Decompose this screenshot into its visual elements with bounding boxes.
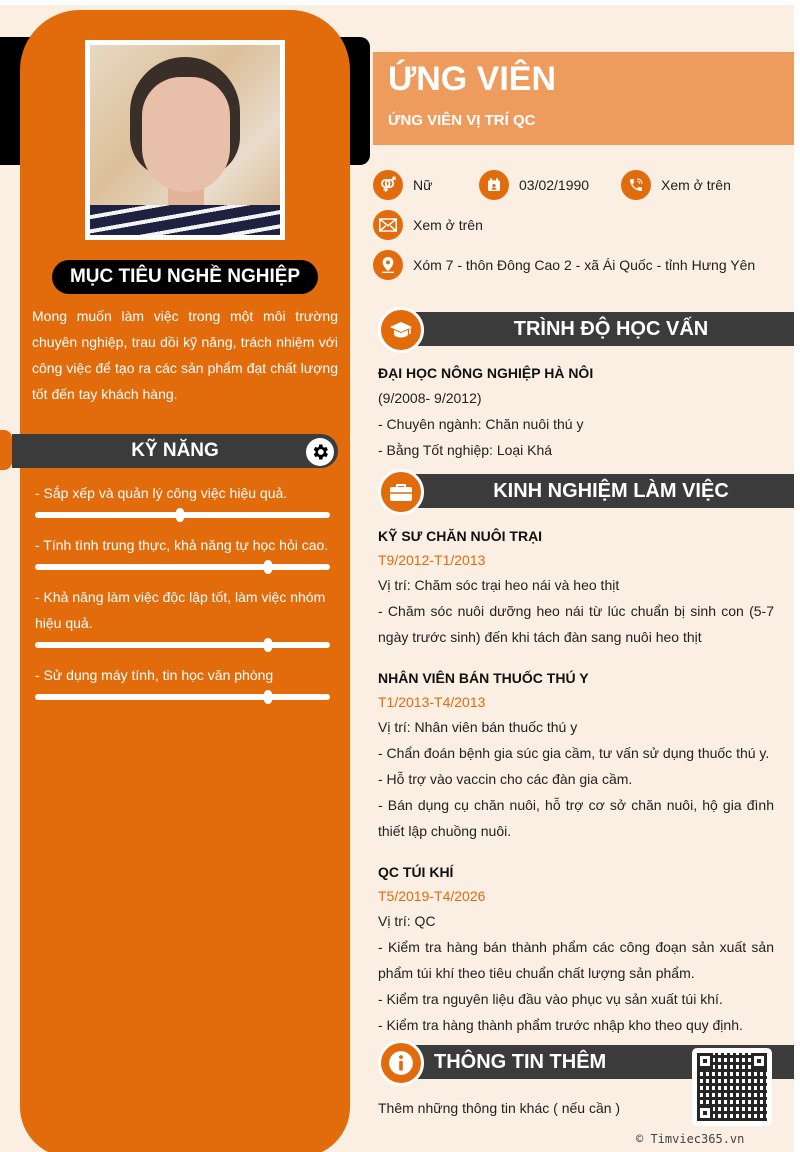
contact-birthday: 03/02/1990 xyxy=(479,170,589,200)
avatar xyxy=(90,45,280,235)
graduation-cap-icon xyxy=(378,307,424,353)
experience-title: KINH NGHIỆM LÀM VIỆC xyxy=(493,480,729,502)
location-pin-icon xyxy=(373,250,403,280)
job-entry: QC TÚI KHÍ T5/2019-T4/2026 Vị trí: QC - Kiểm tra hàng bán thành phẩm các công đoạn sản xuất sản phẩm túi khí theo tiêu chuẩn chất lượng sản phẩm. - Kiểm tra nguyên liệu đầu vào phục vụ sản xuất túi khí. - Kiểm tra hàng thành phẩm trước nhập kho theo quy định. xyxy=(378,864,774,1033)
extra-info-block: Thêm những thông tin khác ( nếu cần ) xyxy=(378,1100,621,1116)
skill-level-slider xyxy=(35,512,330,518)
avatar-frame xyxy=(85,40,285,240)
skill-item: - Sử dụng máy tính, tin học văn phòng xyxy=(35,662,335,700)
skill-level-slider xyxy=(35,564,330,570)
candidate-role: ỨNG VIÊN VỊ TRÍ QC xyxy=(388,112,536,129)
education-block: ĐẠI HỌC NÔNG NGHIỆP HÀ NÔI (9/2008- 9/2012) - Chuyên ngành: Chăn nuôi thú y - Bằng Tốt nghiệp: Loại Khá xyxy=(378,361,774,463)
education-header xyxy=(378,307,794,351)
header-band xyxy=(373,52,794,145)
contact-phone: Xem ở trên xyxy=(621,170,731,200)
skills-title: KỸ NĂNG xyxy=(131,440,219,461)
gender-icon xyxy=(373,170,403,200)
info-icon xyxy=(378,1040,424,1086)
skills-list xyxy=(35,480,335,714)
skills-header xyxy=(0,430,338,468)
contact-email: Xem ở trên xyxy=(373,210,483,240)
skill-item: - Sắp xếp và quản lý công việc hiệu quả. xyxy=(35,480,335,518)
education-title: TRÌNH ĐỘ HỌC VẤN xyxy=(513,318,709,340)
calendar-icon xyxy=(479,170,509,200)
objective-text: Mong muốn làm việc trong một môi trường chuyên nghiệp, trau dồi kỹ năng, trách nhiệm với công việc để tạo ra các sản phẩm đạt chất lượng tốt đến tay khách hàng. xyxy=(32,308,338,402)
copyright-footer: © Timviec365.vn xyxy=(636,1132,745,1146)
experience-header xyxy=(378,469,794,513)
candidate-name: ỨNG VIÊN xyxy=(388,60,557,98)
job-entry: NHÂN VIÊN BÁN THUỐC THÚ Y T1/2013-T4/2013 Vị trí: Nhân viên bán thuốc thú y - Chẩn đoán bệnh gia súc gia cầm, tư vấn sử dụng thuốc thú y. - Hỗ trợ vào vaccin cho các đàn gia cầm. - Bán dụng cụ chăn nuôi, hỗ trợ cơ sở chăn nuôi, hộ gia đình thiết lập chuồng nuôi. xyxy=(378,670,774,839)
education-period: (9/2008- 9/2012) xyxy=(378,390,482,406)
skill-item: - Tính tình trung thực, khả năng tự học hỏi cao. xyxy=(35,532,335,570)
briefcase-icon xyxy=(378,469,424,515)
contact-gender: Nữ xyxy=(373,170,432,200)
cv-page xyxy=(0,5,794,1152)
qr-code xyxy=(692,1048,772,1126)
skill-item: - Khả năng làm việc độc lập tốt, làm việc nhóm hiệu quả. xyxy=(35,584,335,648)
extra-info-title: THÔNG TIN THÊM xyxy=(434,1051,607,1073)
phone-icon xyxy=(621,170,651,200)
skill-level-slider xyxy=(35,694,330,700)
gear-icon xyxy=(306,438,334,466)
contact-address: Xóm 7 - thôn Đông Cao 2 - xã Ái Quốc - tỉnh Hưng Yên xyxy=(373,250,755,280)
school-name: ĐẠI HỌC NÔNG NGHIỆP HÀ NÔI xyxy=(378,365,594,381)
job-entry: KỸ SƯ CHĂN NUÔI TRẠI T9/2012-T1/2013 Vị trí: Chăm sóc trại heo nái và heo thịt - Chăm sóc nuôi dưỡng heo nái từ lúc chuẩn bị sinh con (5-7 ngày trước sinh) đến khi tách đàn sang nuôi heo thịt xyxy=(378,528,774,645)
objective-title: MỤC TIÊU NGHỀ NGHIỆP xyxy=(52,260,318,294)
skill-level-slider xyxy=(35,642,330,648)
mail-icon xyxy=(373,210,403,240)
sidebar xyxy=(20,10,350,1152)
